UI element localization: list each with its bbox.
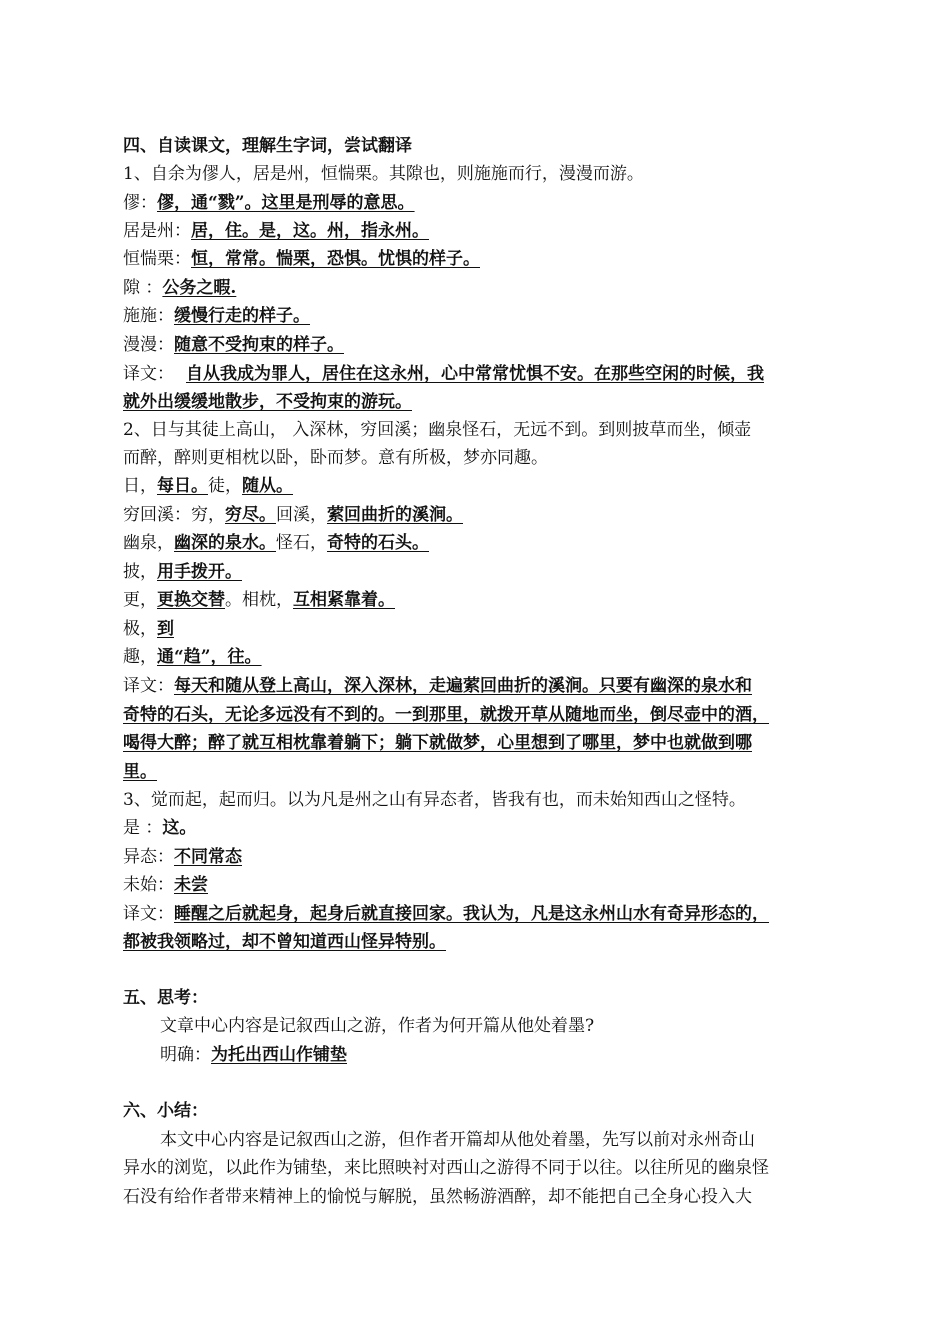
gloss-answer: 萦回曲折的溪涧。 bbox=[327, 505, 463, 525]
gloss-lu bbox=[123, 191, 415, 215]
gloss-term: 穷回溪：穷， bbox=[123, 505, 225, 525]
gloss-answer: 未尝 bbox=[174, 875, 208, 895]
translation-2-cont: 奇特的石头，无论多远没有不到的。一到那里，就拨开草从随地而坐，倒尽壶中的酒， bbox=[123, 705, 769, 725]
gloss-term: 日， bbox=[123, 476, 157, 496]
translation-2 bbox=[123, 674, 752, 698]
translation-text: 自从我成为罪人，居住在这永州，心中常常忧惧不安。在那些空闲的时候，我 bbox=[186, 364, 764, 384]
translation-label: 译文： bbox=[123, 676, 174, 696]
gloss-shi-shi bbox=[123, 304, 310, 328]
gloss-answer: 通“趋”，往。 bbox=[157, 647, 262, 667]
gloss-term: 趣， bbox=[123, 647, 157, 667]
gloss-term: 异态： bbox=[123, 847, 174, 867]
gloss-term: 隙 ： bbox=[123, 278, 163, 298]
summary-line: 石没有给作者带来精神上的愉悦与解脱，虽然畅游酒醉，却不能把自己全身心投入大 bbox=[123, 1187, 752, 1207]
gloss-answer: 这。 bbox=[162, 818, 197, 838]
gloss-xi bbox=[123, 276, 236, 300]
gloss-term: 恒惴栗： bbox=[123, 249, 191, 269]
translation-text: 睡醒之后就起身，起身后就直接回家。我认为，凡是这永州山水有奇异形态的， bbox=[174, 904, 769, 924]
gloss-answer: 恒，常常。惴栗，恐惧。忧惧的样子。 bbox=[191, 249, 480, 269]
gloss-answer: 随意不受拘束的样子。 bbox=[174, 335, 344, 355]
gloss-heng-zhui-li bbox=[123, 247, 480, 271]
gloss-answer: 缓慢行走的样子。 bbox=[174, 306, 310, 326]
gloss-shi bbox=[123, 816, 196, 840]
gloss-term: 更， bbox=[123, 590, 157, 610]
gloss-qu bbox=[123, 645, 262, 669]
translation-text: 每天和随从登上高山，深入深林，走遍萦回曲折的溪涧。只要有幽深的泉水和 bbox=[174, 676, 752, 696]
section-4-heading: 四、自读课文，理解生字词，尝试翻译 bbox=[123, 136, 412, 156]
translation-1-cont: 就外出缓缓地散步，不受拘束的游玩。 bbox=[123, 392, 412, 412]
thinking-question: 文章中心内容是记叙西山之游，作者为何开篇从他处着墨? bbox=[160, 1016, 595, 1036]
gloss-you-quan bbox=[123, 531, 429, 555]
gloss-term: 怪石， bbox=[276, 533, 327, 553]
gloss-man-man bbox=[123, 333, 344, 357]
gloss-term: 极， bbox=[123, 619, 157, 639]
gloss-answer: 公务之暇. bbox=[162, 278, 237, 298]
translation-1 bbox=[123, 362, 764, 386]
gloss-term: 漫漫： bbox=[123, 335, 174, 355]
gloss-yi-tai bbox=[123, 845, 242, 869]
gloss-wei-shi bbox=[123, 873, 208, 897]
gloss-term: 。相枕， bbox=[225, 590, 293, 610]
translation-label: 译文： bbox=[123, 904, 174, 924]
gloss-answer: 每日。 bbox=[157, 476, 208, 496]
section-6-heading: 六、小结： bbox=[123, 1101, 208, 1121]
passage-1: 1、自余为僇人，居是州，恒惴栗。其隙也，则施施而行，漫漫而游。 bbox=[123, 164, 644, 184]
gloss-ri bbox=[123, 474, 293, 498]
gloss-answer: 奇特的石头。 bbox=[327, 533, 429, 553]
translation-2-cont: 里。 bbox=[123, 762, 157, 782]
gloss-term: 未始： bbox=[123, 875, 174, 895]
gloss-answer: 用手拨开。 bbox=[157, 562, 242, 582]
gloss-answer: 更换交替 bbox=[157, 590, 225, 610]
translation-3-cont: 都被我领略过，却不曾知道西山怪异特别。 bbox=[123, 932, 446, 952]
gloss-qiong-hui-xi bbox=[123, 503, 463, 527]
gloss-term: 披， bbox=[123, 562, 157, 582]
gloss-answer: 到 bbox=[157, 619, 174, 639]
gloss-term: 幽泉， bbox=[123, 533, 174, 553]
gloss-term: 施施： bbox=[123, 306, 174, 326]
answer-label: 明确： bbox=[160, 1045, 211, 1065]
gloss-term: 居是州： bbox=[123, 221, 191, 241]
translation-label: 译文： bbox=[123, 364, 174, 384]
gloss-answer: 居，住。是，这。州，指永州。 bbox=[191, 221, 429, 241]
summary-line: 异水的浏览，以此作为铺垫，来比照映衬对西山之游得不同于以往。以往所见的幽泉怪 bbox=[123, 1158, 769, 1178]
answer-text: 为托出西山作铺垫 bbox=[211, 1045, 347, 1065]
gloss-term: 徒， bbox=[208, 476, 242, 496]
gloss-term: 回溪， bbox=[276, 505, 327, 525]
gloss-ju-shi-zhou bbox=[123, 219, 429, 243]
gloss-pi bbox=[123, 560, 242, 584]
summary-line: 本文中心内容是记叙西山之游，但作者开篇却从他处着墨，先写以前对永州奇山 bbox=[160, 1130, 755, 1150]
passage-2-line-1: 2、日与其徒上高山， 入深林，穷回溪；幽泉怪石，无远不到。到则披草而坐，倾壶 bbox=[123, 420, 752, 440]
thinking-answer bbox=[160, 1043, 347, 1067]
gloss-term: 僇： bbox=[123, 193, 157, 213]
translation-2-cont: 喝得大醉；醉了就互相枕靠着躺下；躺下就做梦，心里想到了哪里，梦中也就做到哪 bbox=[123, 733, 752, 753]
gloss-answer: 幽深的泉水。 bbox=[174, 533, 276, 553]
gloss-answer: 随从。 bbox=[242, 476, 293, 496]
gloss-geng bbox=[123, 588, 395, 612]
passage-3: 3、觉而起，起而归。以为凡是州之山有异态者，皆我有也，而未始知西山之怪特。 bbox=[123, 790, 746, 810]
passage-2-line-2: 而醉，醉则更相枕以卧，卧而梦。意有所极，梦亦同趣。 bbox=[123, 448, 548, 468]
gloss-answer: 僇，通“戮”。这里是刑辱的意思。 bbox=[157, 193, 415, 213]
gloss-answer: 互相紧靠着。 bbox=[293, 590, 395, 610]
gloss-answer: 穷尽。 bbox=[225, 505, 276, 525]
gloss-term: 是 ： bbox=[123, 818, 163, 838]
section-5-heading: 五、思考： bbox=[123, 988, 208, 1008]
gloss-ji bbox=[123, 617, 174, 641]
gloss-answer: 不同常态 bbox=[174, 847, 242, 867]
translation-3 bbox=[123, 902, 769, 926]
